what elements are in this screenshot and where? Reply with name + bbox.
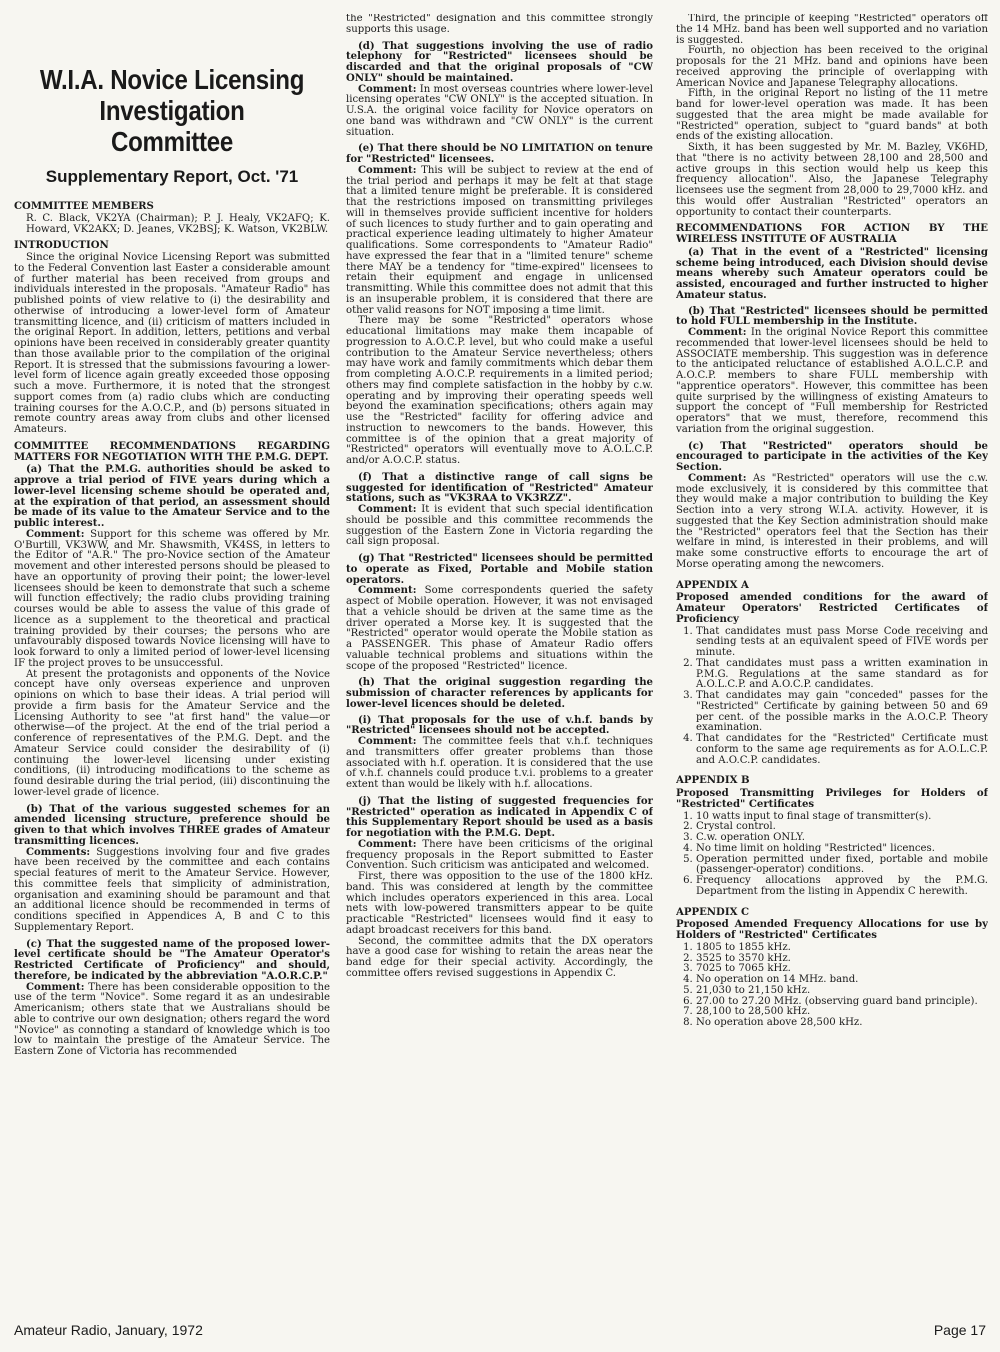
comment-text: It is evident that such special identification should be possible and this committee recommends the suggestion of the Eastern Zone in Victoria regarding the call sign proposal. <box>346 504 653 548</box>
rec-e-statement: (e) That there should be NO LIMITATION on tenure for "Restricted" licensees. <box>346 142 653 165</box>
members-list: R. C. Black, VK2YA (Chairman); P. J. Healy, VK2AFQ; K. Howard, VK2AKX; D. Jeanes, VK2BSJ; K. Watson, VK2BLW. <box>26 212 330 235</box>
comment-label: Comment: <box>358 503 417 515</box>
list-item: 7. 28,100 to 28,500 kHz. <box>696 1007 988 1018</box>
appendix-c-heading: APPENDIX C <box>676 905 750 918</box>
rec-d-statement: (d) That suggestions involving the use of radio telephony for "Restricted" licensees should be discarded and that the original proposals of "CW ONLY" should be maintained. <box>346 39 653 84</box>
comment-text: Some correspondents queried the safety aspect of Mobile operation. However, it was not envisaged that a vehicle should be driven at the same time as the driver operated a Morse key. It is suggested that the "Restricted" operator would operate the Mobile station as a PASSENGER. This phase of Amateur Radio offers valuable technical problems and situations within the scope of the proposed "Restricted" licence. <box>346 585 653 672</box>
comment-label: Comment: <box>358 837 417 850</box>
appendix-c-subtitle: Proposed Amended Frequency Allocations for use by Holders of "Restricted" Certificates <box>676 918 988 942</box>
title-line-2: Investigation Committee <box>99 95 245 157</box>
list-item: 6. 27.00 to 27.20 MHz. (observing guard band principle). <box>696 997 988 1008</box>
rec-b-comment <box>14 847 330 934</box>
list-item: 5. Operation permitted under fixed, portable and mobile (passenger-operator) conditions. <box>696 855 988 877</box>
rec-j-third: Third, the principle of keeping "Restricted" operators off the 14 MHz. band has been well supported and no variation is suggested. <box>676 14 988 46</box>
comment-text: The committee feels that v.h.f. techniques and transmitters offer greater problems than those associated with h.f. operation. It is considered that the use of v.h.f. channels could produce t.v.i. problems to a greater extent than would be likely with h.f. allocations. <box>346 736 653 790</box>
list-item: 1. That candidates must pass Morse Code receiving and sending tests at an equivalent speed of FIVE words per minute. <box>696 627 988 659</box>
rec-j-comment <box>346 839 653 872</box>
list-item: 1. 1805 to 1855 kHz. <box>696 943 988 954</box>
comment-text: As "Restricted" operators will use the c.w. mode exclusively, it is considered by this committee that they would make a major contribution to building the Key Section into a very strong W.I.A. activity. However, it is suggested that the Key Section administration should make the "Restricted" operators feel that the Section has their welfare in mind, is interested in their problems, and will make some constructive efforts to encourage the art of Morse operating among the newcomers. <box>676 472 988 570</box>
article-subtitle: Supplementary Report, Oct. '71 <box>45 167 299 186</box>
footer-publication: Amateur Radio, January, 1972 <box>14 1322 203 1338</box>
rec-f-statement: (f) That a distinctive range of call signs be suggested for identification of "Restricted" Amateur stations, such as "VK3RAA to VK3RZZ". <box>346 470 653 505</box>
appendix-b-heading: APPENDIX B <box>676 774 750 787</box>
wia-recommendations-heading: RECOMMENDATIONS FOR ACTION BY THE WIRELESS INSTITUTE OF AUSTRALIA <box>676 222 988 246</box>
appendix-a-subtitle: Proposed amended conditions for the award of Amateur Operators' Restricted Certificates of Proficiency <box>676 591 988 625</box>
list-item: 4. No time limit on holding "Restricted" licences. <box>696 844 988 855</box>
rec-c-statement: (c) That the suggested name of the proposed lower-level certificate should be "The Amateur Operator's Restricted Certificate of Proficiency" and should, therefore, be indicated by the abbreviation "A.O.R.C.P." <box>14 937 330 982</box>
comment-label: Comments: <box>26 845 91 858</box>
wia-b-statement: (b) That "Restricted" licensees should be permitted to hold FULL membership in the Institute. <box>676 304 988 328</box>
comment-text: There have been criticisms of the original frequency proposals in the Report submitted to Easter Convention. Such criticism was anticipated and welcomed. <box>346 838 653 872</box>
rec-j-second: Second, the committee admits that the DX operators have a good case for wishing to retain the areas near the band edge for their special activity. Accordingly, the committee offers revised suggestions in Appendix C. <box>346 935 653 979</box>
rec-a-comment <box>14 529 330 670</box>
rec-h-statement: (h) That the original suggestion regarding the submission of character references by applicants for lower-level licences should be deleted. <box>346 676 653 710</box>
appendix-a-heading: APPENDIX A <box>676 578 749 591</box>
comment-label: Comment: <box>26 527 85 540</box>
rec-a-comment-cont: At present the protagonists and opponents of the Novice concept have only overseas experience and unproven opinions on which to base their ideas. A trial period will provide a firm basis for the Amateur Service and the Licensing Authority to see "at first hand" the value—or otherwise—of the project. At the end of the trial period a conference of representatives of the P.M.G. Dept. and the Amateur Service could consider the desirability of (i) continuing the lower-level licensing under existing conditions, (ii) introducing modifications to the scheme as found desirable during the trial period, (iii) discontinuing the lower-level grade of licence. <box>14 668 330 798</box>
column-2 <box>346 14 653 1322</box>
introduction-heading: INTRODUCTION <box>14 239 109 252</box>
list-item: 3. C.w. operation ONLY. <box>696 833 988 844</box>
column-1 <box>14 14 330 1322</box>
list-item: 4. No operation on 14 MHz. band. <box>696 975 988 986</box>
rec-f-comment <box>346 504 653 548</box>
list-item: 2. That candidates must pass a written examination in P.M.G. Regulations at the same standard as for A.O.L.C.P. and A.O.C.P. candidates. <box>696 659 988 691</box>
list-item: 5. 21,030 to 21,150 kHz. <box>696 986 988 997</box>
list-item: 2. 3525 to 3570 kHz. <box>696 954 988 965</box>
list-item: 8. No operation above 28,500 kHz. <box>696 1018 988 1029</box>
introduction-text: Since the original Novice Licensing Report was submitted to the Federal Convention last Easter a considerable amount of further material has been received from groups and individuals interested in the proposals. "Amateur Radio" has published points of view relative to (i) the desirability and otherwise of introducing a lower-level form of Amateur transmitting licence, and (ii) criticism of matters included in the original Report. In addition, letters, petitions and verbal opinions have been received in considerably greater quantity than those available prior to the compilation of the original Report. It is stressed that the submissions favouring a lower-level form of licence again greatly exceeded those opposing such a move. Furthermore, it is noted that the strongest support comes from (a) radio clubs which are conducting training courses for the A.O.C.P., and (b) persons situated in remote country areas away from clubs and other licensed Amateurs. <box>14 252 330 436</box>
wia-c-comment <box>676 473 988 571</box>
list-item: 4. That candidates for the "Restricted" Certificate must conform to the same age requirements as for A.O.L.C.P. and A.O.C.P. candidates. <box>696 734 988 766</box>
rec-d-comment <box>346 84 653 139</box>
rec-e-comment <box>346 165 653 317</box>
list-item: 2. Crystal control. <box>696 822 988 833</box>
rec-b-statement: (b) That of the various suggested schemes for an amended licensing structure, preference should be given to that which involves THREE grades of Amateur transmitting licences. <box>14 802 330 847</box>
comment-text: Suggestions involving four and five grades have been received by the committee and each contains special features of merit to the Amateur Service. However, this committee feels that simplicity of administration, organisation and examining should be paramount and that an additional licence should be recommended in terms of conditions specified in Appendices A, B and C to this Supplementary Report. <box>14 846 330 933</box>
comment-label: Comment: <box>26 980 85 993</box>
comment-text: This will be subject to review at the end of the trial period and perhaps it may be felt at that stage that a limited tenure might be preferable. It is considered that the restrictions imposed on transmitting privileges will in themselves provide sufficient incentive for holders of such licences to study further and to gain operating and practical experience leading ultimately to higher Amateur qualifications. Some correspondents to "Amateur Radio" have expressed the fear that in a "limited tenure" scheme there MAY be a tendency for "time-expired" licensees to retain their equipment and engage in unlicensed transmitting. While this committee does not admit that this is an insuperable problem, it is considered that there are other valid reasons for NOT imposing a time limit. <box>346 164 653 316</box>
pmg-recommendations-heading: COMMITTEE RECOMMENDATIONS REGARDING MATTERS FOR NEGOTIATION WITH THE P.M.G. DEPT. <box>14 439 330 463</box>
rec-j-sixth: Sixth, it has been suggested by Mr. M. Bazley, VK6HD, that "there is no activity between 28,100 and 28,500 and active groups in this section would help us keep this frequency allocation". Also, the Japanese Telegraphy licensees use the segment from 28,000 to 29,7000 kHz. and this would offer Australian "Restricted" operators an opportunity to contact their counterparts. <box>676 142 988 218</box>
comment-text: There has been considerable opposition to the use of the term "Novice". Some regard it as an undesirable Americanism; others state that we Australians should be able to contrive our own designation; others regard the word "Novice" as connoting a standard of knowledge which is too low to maintain the prestige of the Amateur Service. The Eastern Zone of Victoria has recommended <box>14 981 330 1058</box>
comment-label: Comment: <box>358 163 417 176</box>
comment-label: Comment: <box>688 471 747 484</box>
comment-text: Support for this scheme was offered by Mr. O'Burtill, VK3WW, and Mr. Shawsmith, VK4SS, in letters to the Editor of "A.R." The pro-Novice section of the Amateur movement and other interested persons should be pleased to have an opportunity of proving their point; the lower-level licensees should be keen to demonstrate that such a scheme will function effectively; the radio clubs providing training courses would be able to assess the value of this grade of licence as a supplement to the theoretical and practical training provided by their courses; the persons who are unfavourably disposed towards Novice licensing will have to look forward to only a limited period of lower-level licensing IF the project proves to be unsuccessful. <box>14 528 330 669</box>
wia-b-comment <box>676 327 988 436</box>
article-title <box>36 64 308 157</box>
wia-c-statement: (c) That "Restricted" operators should be encouraged to participate in the activities of the Key Section. <box>676 439 988 474</box>
appendix-c-list <box>676 943 988 1029</box>
comment-text: In most overseas countries where lower-level licensing operates "CW ONLY" is the accepted situation. In U.S.A. the original voice facility for Novice operators on one band was withdrawn and "CW ONLY" is the current situation. <box>346 83 653 138</box>
list-item: 3. That candidates may gain "conceded" passes for the "Restricted" Certificate by gaining between 50 and 69 per cent. of the possible marks in the A.O.C.P. Theory examination. <box>696 691 988 734</box>
comment-label: Comment: <box>358 584 417 597</box>
list-item: 1. 10 watts input to final stage of transmitter(s). <box>696 812 988 823</box>
appendix-b-list <box>676 812 988 898</box>
rec-j-fifth: Fifth, in the original Report no listing of the 11 metre band for lower-level operation was made. It has been suggested that the area might be made available for "Restricted" operation, subject to "guard bands" at both ends of the existing allocation. <box>676 88 988 143</box>
rec-j-fourth: Fourth, no objection has been received to the original proposals for the 21 MHz. band and opinions have been received approving the principle of overlapping with American Novice and Japanese Telegraphy allocations. <box>676 45 988 89</box>
members-heading: COMMITTEE MEMBERS <box>14 200 154 212</box>
rec-i-statement: (i) That proposals for the use of v.h.f. bands by "Restricted" licensees should not be accepted. <box>346 713 653 737</box>
comment-text: In the original Novice Report this committee recommended that lower-level licensees should be held to ASSOCIATE membership. This suggestion was in deference to the anticipated reluctance of established A.O.L.C.P. and A.O.C.P. members to share FULL membership with "apprentice operators". However, this committee has been quite surprised by the willingness of existing Amateurs to support the concept of "Full membership for Restricted operators" that we must, therefore, recommend this variation from the original suggestion. <box>676 327 988 435</box>
rec-j-statement: (j) That the listing of suggested frequencies for "Restricted" operation as indicated in Appendix C of this Supplementary Report should be used as a basis for negotiation with the P.M.G. Dept. <box>346 794 653 839</box>
footer-page-number: Page 17 <box>933 1322 986 1338</box>
appendix-b-subtitle: Proposed Transmitting Privileges for Holders of "Restricted" Certificates <box>676 787 988 810</box>
list-item: 3. 7025 to 7065 kHz. <box>696 964 988 975</box>
rec-j-first: First, there was opposition to the use of the 1800 kHz. band. This was considered at length by the committee which includes operators experienced in this area. Local nets with low-powered transmitters appear to be quite practicable "Restricted" licensees would find it easy to adapt broadcast receivers for this band. <box>346 871 653 936</box>
rec-g-comment <box>346 585 653 672</box>
rec-c-continued: the "Restricted" designation and this committee strongly supports this usage. <box>346 14 653 35</box>
comment-label: Comment: <box>358 735 417 747</box>
title-line-1: W.I.A. Novice Licensing <box>39 64 305 95</box>
list-item: 6. Frequency allocations approved by the P.M.G. Department from the listing in Appendix C herewith. <box>696 876 988 898</box>
appendix-a-list <box>676 627 988 767</box>
rec-a-statement: (a) That the P.M.G. authorities should be asked to approve a trial period of FIVE years during which a lower-level licensing scheme should be operated and, at the expiration of that period, an assessment should be made of its value to the Amateur Service and to the public interest.. <box>14 463 330 530</box>
wia-a-statement: (a) That in the event of a "Restricted" licensing scheme being introduced, each Division should devise means whereby such Amateur operators could be assisted, encouraged and further instructed to higher Amateur status. <box>676 245 988 301</box>
rec-g-statement: (g) That "Restricted" licensees should be permitted to operate as Fixed, Portable and Mobile station operators. <box>346 552 653 586</box>
comment-label: Comment: <box>688 326 747 339</box>
rec-e-comment-cont: There may be some "Restricted" operators whose educational limitations may make them incapable of progression to A.O.C.P. level, but who could make a useful contribution to the Amateur Service nevertheless; others may have work and family commitments which debar them from completing A.O.C.P. requirements in a limited period; others may find complete satisfaction in the hobby by c.w. operating and by improving their operating speeds well beyond the examination specifications; others again may use the "Restricted" facility for offering advice and instruction to newcomers to the bands. However, this committee is of the opinion that a great majority of "Restricted" operators will eventually move to A.O.L.C.P. and/or A.O.C.P. status. <box>346 315 653 466</box>
rec-c-comment <box>14 982 330 1058</box>
comment-label: Comment: <box>358 82 417 95</box>
rec-i-comment <box>346 736 653 791</box>
column-3 <box>676 14 988 1322</box>
